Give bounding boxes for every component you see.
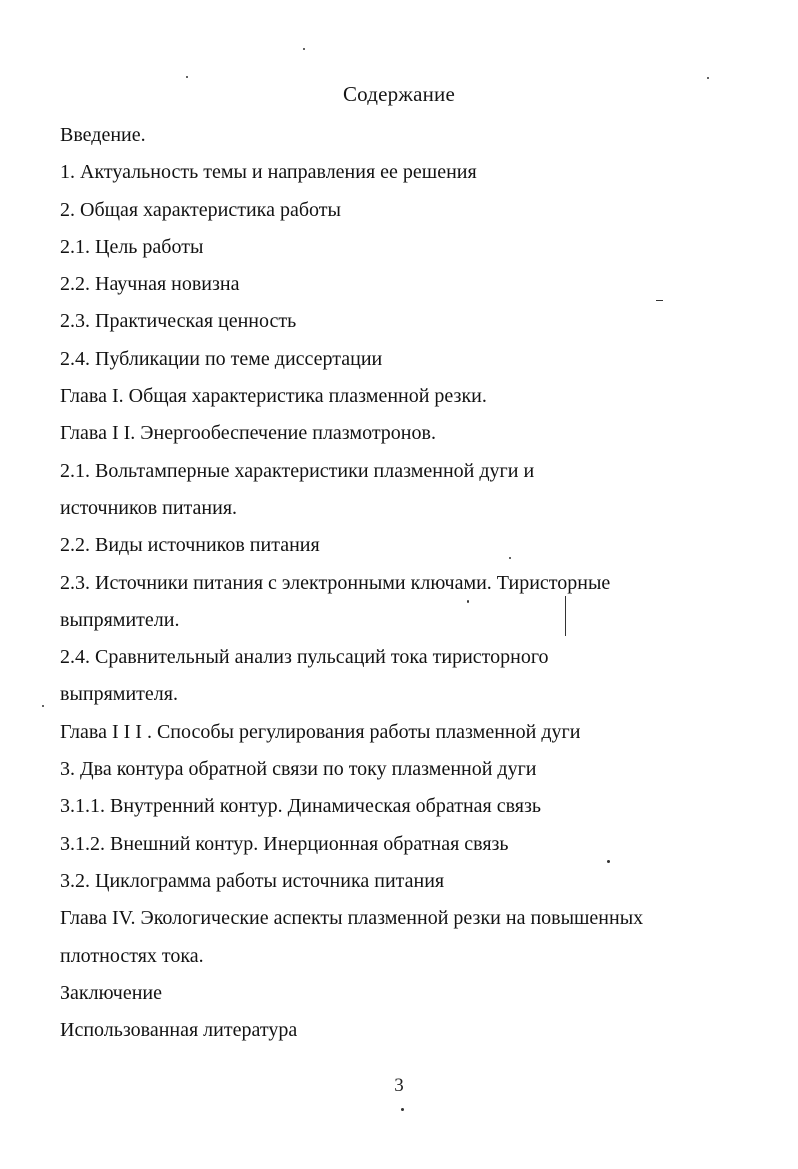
toc-entry-chapter-2: Глава I I. Энергообеспечение плазмотронов. <box>60 422 436 445</box>
scan-speck <box>607 860 610 863</box>
toc-entry-ch2-2-4-line1: 2.4. Сравнительный анализ пульсаций тока тиристорного <box>60 646 549 669</box>
page-title: Содержание <box>342 82 456 106</box>
scan-speck <box>303 48 305 50</box>
toc-entry-ch2-2-2: 2.2. Виды источников питания <box>60 534 320 557</box>
toc-entry-2-3: 2.3. Практическая ценность <box>60 310 297 333</box>
toc-entry-chapter-4-line1: Глава IV. Экологические аспекты плазменной резки на повышенных <box>60 907 644 930</box>
toc-entry-conclusion: Заключение <box>60 981 162 1004</box>
table-of-contents <box>60 117 740 1049</box>
toc-entry-introduction: Введение. <box>60 124 146 146</box>
toc-entry-3: 3. Два контура обратной связи по току плазменной дуги <box>60 758 537 781</box>
toc-entry-2-1: 2.1. Цель работы <box>60 235 204 258</box>
toc-entry-3-1-2: 3.1.2. Внешний контур. Инерционная обратная связь <box>60 832 509 855</box>
scan-speck <box>707 77 709 79</box>
toc-entry-chapter-3: Глава I I I . Способы регулирования работы плазменной дуги <box>60 720 581 743</box>
scan-speck <box>401 1108 404 1111</box>
toc-entry-2-2: 2.2. Научная новизна <box>60 273 240 296</box>
toc-entry-ch2-2-1-line2: источников питания. <box>60 496 238 519</box>
toc-entry-ch2-2-3-line2: выпрямители. <box>60 608 180 631</box>
page-number: 3 <box>394 1075 404 1096</box>
scan-speck <box>467 600 469 603</box>
toc-entry-1: 1. Актуальность темы и направления ее решения <box>60 161 477 184</box>
toc-entry-2-4: 2.4. Публикации по теме диссертации <box>60 347 383 370</box>
toc-entry-chapter-4-line2: плотностях тока. <box>60 944 204 967</box>
toc-entry-3-1-1: 3.1.1. Внутренний контур. Динамическая обратная связь <box>60 795 542 818</box>
toc-entry-references: Использованная литература <box>60 1019 298 1042</box>
scan-speck <box>565 596 566 636</box>
toc-entry-chapter-1: Глава I. Общая характеристика плазменной резки. <box>60 385 487 408</box>
toc-entry-ch2-2-3-line1: 2.3. Источники питания с электронными ключами. Тиристорные <box>60 571 611 594</box>
scan-speck <box>509 557 511 559</box>
scan-speck <box>186 76 188 78</box>
toc-entry-2: 2. Общая характеристика работы <box>60 198 341 221</box>
toc-entry-ch2-2-4-line2: выпрямителя. <box>60 683 178 706</box>
scan-speck <box>42 705 44 707</box>
toc-entry-3-2: 3.2. Циклограмма работы источника питания <box>60 869 445 892</box>
scan-speck <box>656 300 663 301</box>
toc-entry-ch2-2-1-line1: 2.1. Вольтамперные характеристики плазменной дуги и <box>60 459 535 482</box>
